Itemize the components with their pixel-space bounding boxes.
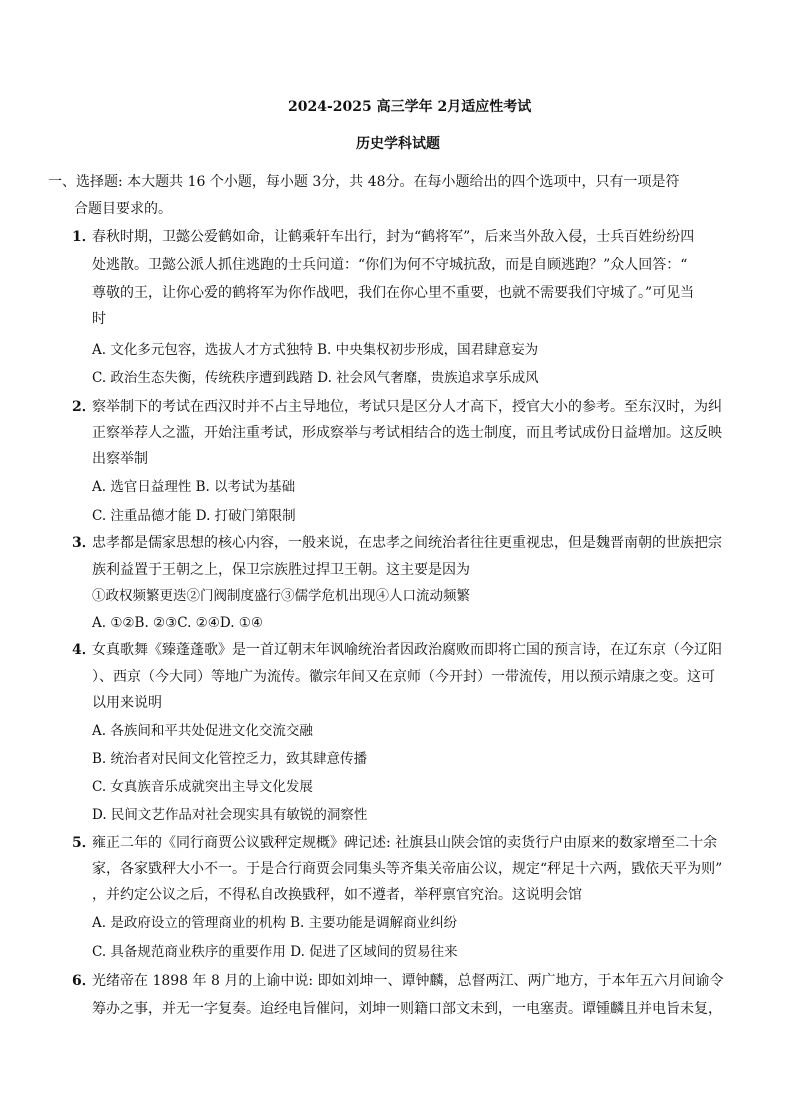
option-line: B. 统治者对民间文化管控乏力，致其肆意传播 bbox=[92, 751, 368, 767]
question-stem-line: 光绪帝在 1898 年 8 月的上谕中说: 即如刘坤一、谭钟麟，总督两江、两广地方，于本年五六月间谕令 bbox=[92, 973, 724, 989]
option-line: C. 政治生态失衡，传统秩序遭到践踏 D. 社会风气奢靡，贵族追求享乐成风 bbox=[92, 370, 539, 386]
question-number: 2． bbox=[72, 399, 96, 415]
exam-subtitle: 历史学科试题 bbox=[356, 136, 440, 152]
question-stem-line: ）、西京（今大同）等地广为流传。徽宗年间又在京师（今开封）一带流传，用以预示靖康之变。这可 bbox=[92, 669, 715, 685]
question-stem-line: 族利益置于王朝之上，保卫宗族胜过捍卫王朝。这主要是因为 bbox=[92, 562, 470, 578]
question-stem-line: 出察举制 bbox=[92, 451, 148, 467]
option-line: D. 民间文艺作品对社会现实具有敏锐的洞察性 bbox=[92, 807, 368, 823]
question-stem-line: 处逃散。卫懿公派人抓住逃跑的士兵问道：“你们为何不守城抗敌，而是自顾逃跑？”众人回答：“ bbox=[92, 257, 688, 273]
question-number: 4． bbox=[72, 642, 96, 658]
exam-title: 2024-2025 高三学年 2月适应性考试 bbox=[288, 99, 532, 115]
question-stem-line: 以用来说明 bbox=[92, 695, 162, 711]
question-number: 1． bbox=[72, 229, 96, 245]
question-stem-line: 忠孝都是儒家思想的核心内容，一般来说，在忠孝之间统治者往往更重视忠，但是魏晋南朝的世族把宗 bbox=[92, 535, 722, 551]
option-line: A. 文化多元包容，选拔人才方式独特 B. 中央集权初步形成，国君肆意妄为 bbox=[92, 342, 539, 358]
option-line: C. 女真族音乐成就突出主导文化发展 bbox=[92, 779, 313, 795]
question-number: 3． bbox=[72, 535, 96, 551]
option-line: ①政权频繁更迭②门阀制度盛行③儒学危机出现④人口流动频繁 bbox=[92, 588, 470, 604]
question-stem-line: 时 bbox=[92, 311, 106, 327]
question-stem-line: ，并约定公议之后，不得私自改换戥秤，如不遵者，举秤禀官究治。这说明会馆 bbox=[92, 887, 582, 903]
question-stem-line: 家，各家戥秤大小不一。于是合行商贾会同集头等齐集关帝庙公议，规定“秤足十六两，戥依天平为则” bbox=[92, 861, 723, 877]
question-stem-line: 尊敬的王，让你心爱的鹤将军为你作战吧，我们在你心里不重要，也就不需要我们守城了。”可见当 bbox=[92, 285, 695, 301]
option-line: A. 选官日益理性 B. 以考试为基础 bbox=[92, 479, 296, 495]
question-stem-line: 筹办之事，并无一字复奏。迨经电旨催问，刘坤一则籍口部文未到，一电塞责。谭锺麟且并电旨未复， bbox=[92, 1001, 722, 1017]
question-stem-line: 春秋时期，卫懿公爱鹤如命，让鹤乘轩车出行，封为“鹤将军”，后来当外敌入侵，士兵百姓纷纷四 bbox=[92, 229, 695, 245]
question-stem-line: 雍正二年的《同行商贾公议戥秤定规概》碑记述: 社旗县山陕会馆的卖货行户由原来的数家增至二十余 bbox=[92, 835, 718, 851]
option-line: C. 注重品德才能 D. 打破门第限制 bbox=[92, 508, 296, 524]
question-stem-line: 女真歌舞《臻蓬蓬歌》是一首辽朝末年讽喻统治者因政治腐败而即将亡国的预言诗，在辽东京（今辽阳 bbox=[92, 642, 722, 658]
question-number: 6． bbox=[72, 973, 96, 989]
option-line: C. 具备规范商业秩序的重要作用 D. 促进了区域间的贸易往来 bbox=[92, 944, 458, 960]
question-stem-line: 察举制下的考试在西汉时并不占主导地位，考试只是区分人才高下，授官大小的参考。至东汉时，为纠 bbox=[92, 399, 722, 415]
section-intro-line-2: 合题目要求的。 bbox=[74, 201, 172, 217]
question-stem-line: 正察举荐人之滥，开始注重考试，形成察举与考试相结合的选士制度，而且考试成份日益增加。这反映 bbox=[92, 425, 722, 441]
option-line: A. 各族间和平共处促进文化交流交融 bbox=[92, 723, 313, 739]
section-intro-line-1: 一、选择题: 本大题共 16 个小题，每小题 3分，共 48分。在每小题给出的四个选项中，只有一项是符 bbox=[48, 174, 680, 190]
option-line: A. ①②B. ②③C. ②④D. ①④ bbox=[92, 615, 264, 631]
question-number: 5． bbox=[72, 835, 96, 851]
option-line: A. 是政府设立的管理商业的机构 B. 主要功能是调解商业纠纷 bbox=[92, 915, 458, 931]
